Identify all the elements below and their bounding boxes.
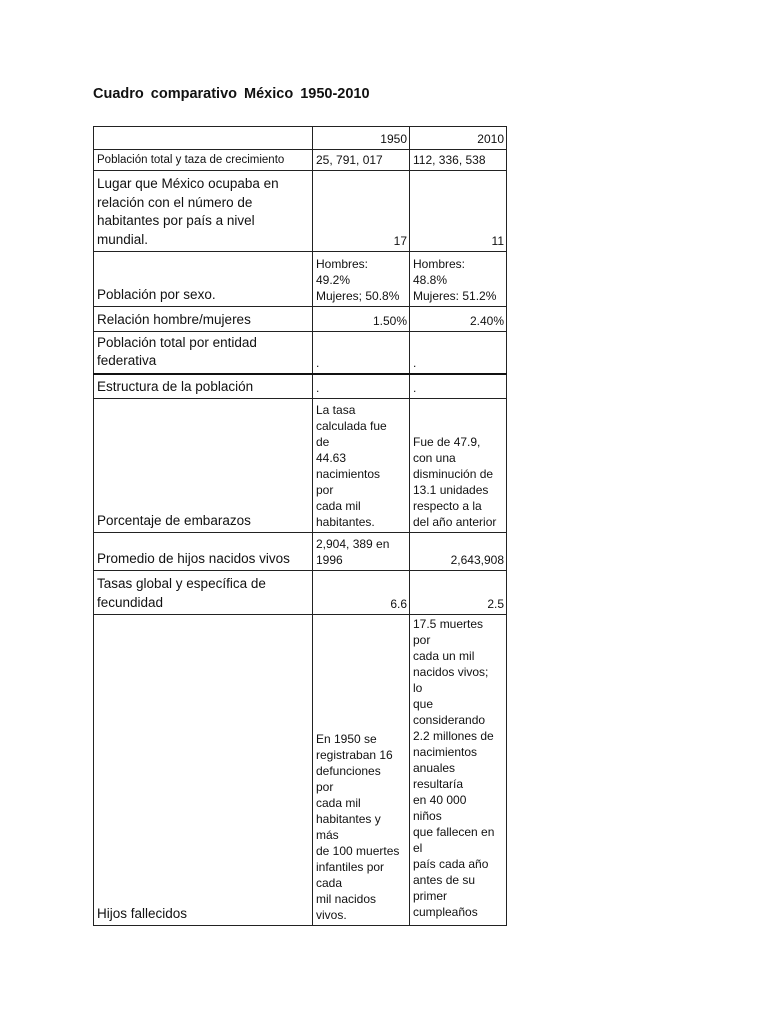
table-row: [94, 399, 507, 533]
header-empty-cell: [94, 127, 313, 150]
value-2010: 2,643,908: [410, 533, 507, 571]
row-label: Porcentaje de embarazos: [94, 399, 313, 533]
value-1950: En 1950 se registraban 16 defunciones por cada mil habitantes y más de 100 muertes infantiles por cada mil nacidos vivos.: [313, 615, 410, 926]
value-2010: Fue de 47.9, con una disminución de 13.1 unidades respecto a la del año anterior: [410, 399, 507, 533]
value-1950: 25, 791, 017: [313, 150, 410, 171]
value-2010: .: [410, 374, 507, 399]
value-2010: 11: [410, 171, 507, 252]
value-2010: .: [410, 332, 507, 374]
value-2010: 112, 336, 538: [410, 150, 507, 171]
row-label: Lugar que México ocupaba en relación con el número de habitantes por país a nivel mundial.: [94, 171, 313, 252]
value-1950: 2,904, 389 en 1996: [313, 533, 410, 571]
row-label: Estructura de la población: [94, 374, 313, 399]
table-row: [94, 332, 507, 374]
header-1950: 1950: [313, 127, 410, 150]
row-label: Tasas global y específica de fecundidad: [94, 571, 313, 615]
table-row: [94, 307, 507, 332]
value-1950: .: [313, 332, 410, 374]
table-row: [94, 571, 507, 615]
value-2010: 2.40%: [410, 307, 507, 332]
table-header-row: [94, 127, 507, 150]
header-2010: 2010: [410, 127, 507, 150]
table-row: [94, 252, 507, 307]
value-1950: 1.50%: [313, 307, 410, 332]
table-row: [94, 374, 507, 399]
table-row: [94, 615, 507, 926]
value-1950: La tasa calculada fue de 44.63 nacimientos por cada mil habitantes.: [313, 399, 410, 533]
row-label: Población total por entidad federativa: [94, 332, 313, 374]
value-1950: .: [313, 374, 410, 399]
comparison-table: [93, 126, 507, 926]
row-label: Hijos fallecidos: [94, 615, 313, 926]
value-2010: Hombres: 48.8% Mujeres: 51.2%: [410, 252, 507, 307]
value-1950: 17: [313, 171, 410, 252]
row-label: Relación hombre/mujeres: [94, 307, 313, 332]
document-title: Cuadro comparativo México 1950-2010: [93, 86, 370, 102]
row-label: Población total y taza de crecimiento: [94, 150, 313, 171]
value-1950: 6.6: [313, 571, 410, 615]
value-1950: Hombres: 49.2% Mujeres; 50.8%: [313, 252, 410, 307]
row-label: Promedio de hijos nacidos vivos: [94, 533, 313, 571]
value-2010: 2.5: [410, 571, 507, 615]
table-row: [94, 150, 507, 171]
value-2010: 17.5 muertes por cada un mil nacidos vivos; lo que considerando 2.2 millones de nacimientos anuales resultaría en 40 000 niños que fallecen en el país cada año antes de su primer cumpleaños: [410, 615, 507, 926]
row-label: Población por sexo.: [94, 252, 313, 307]
table-row: [94, 533, 507, 571]
table-row: [94, 171, 507, 252]
